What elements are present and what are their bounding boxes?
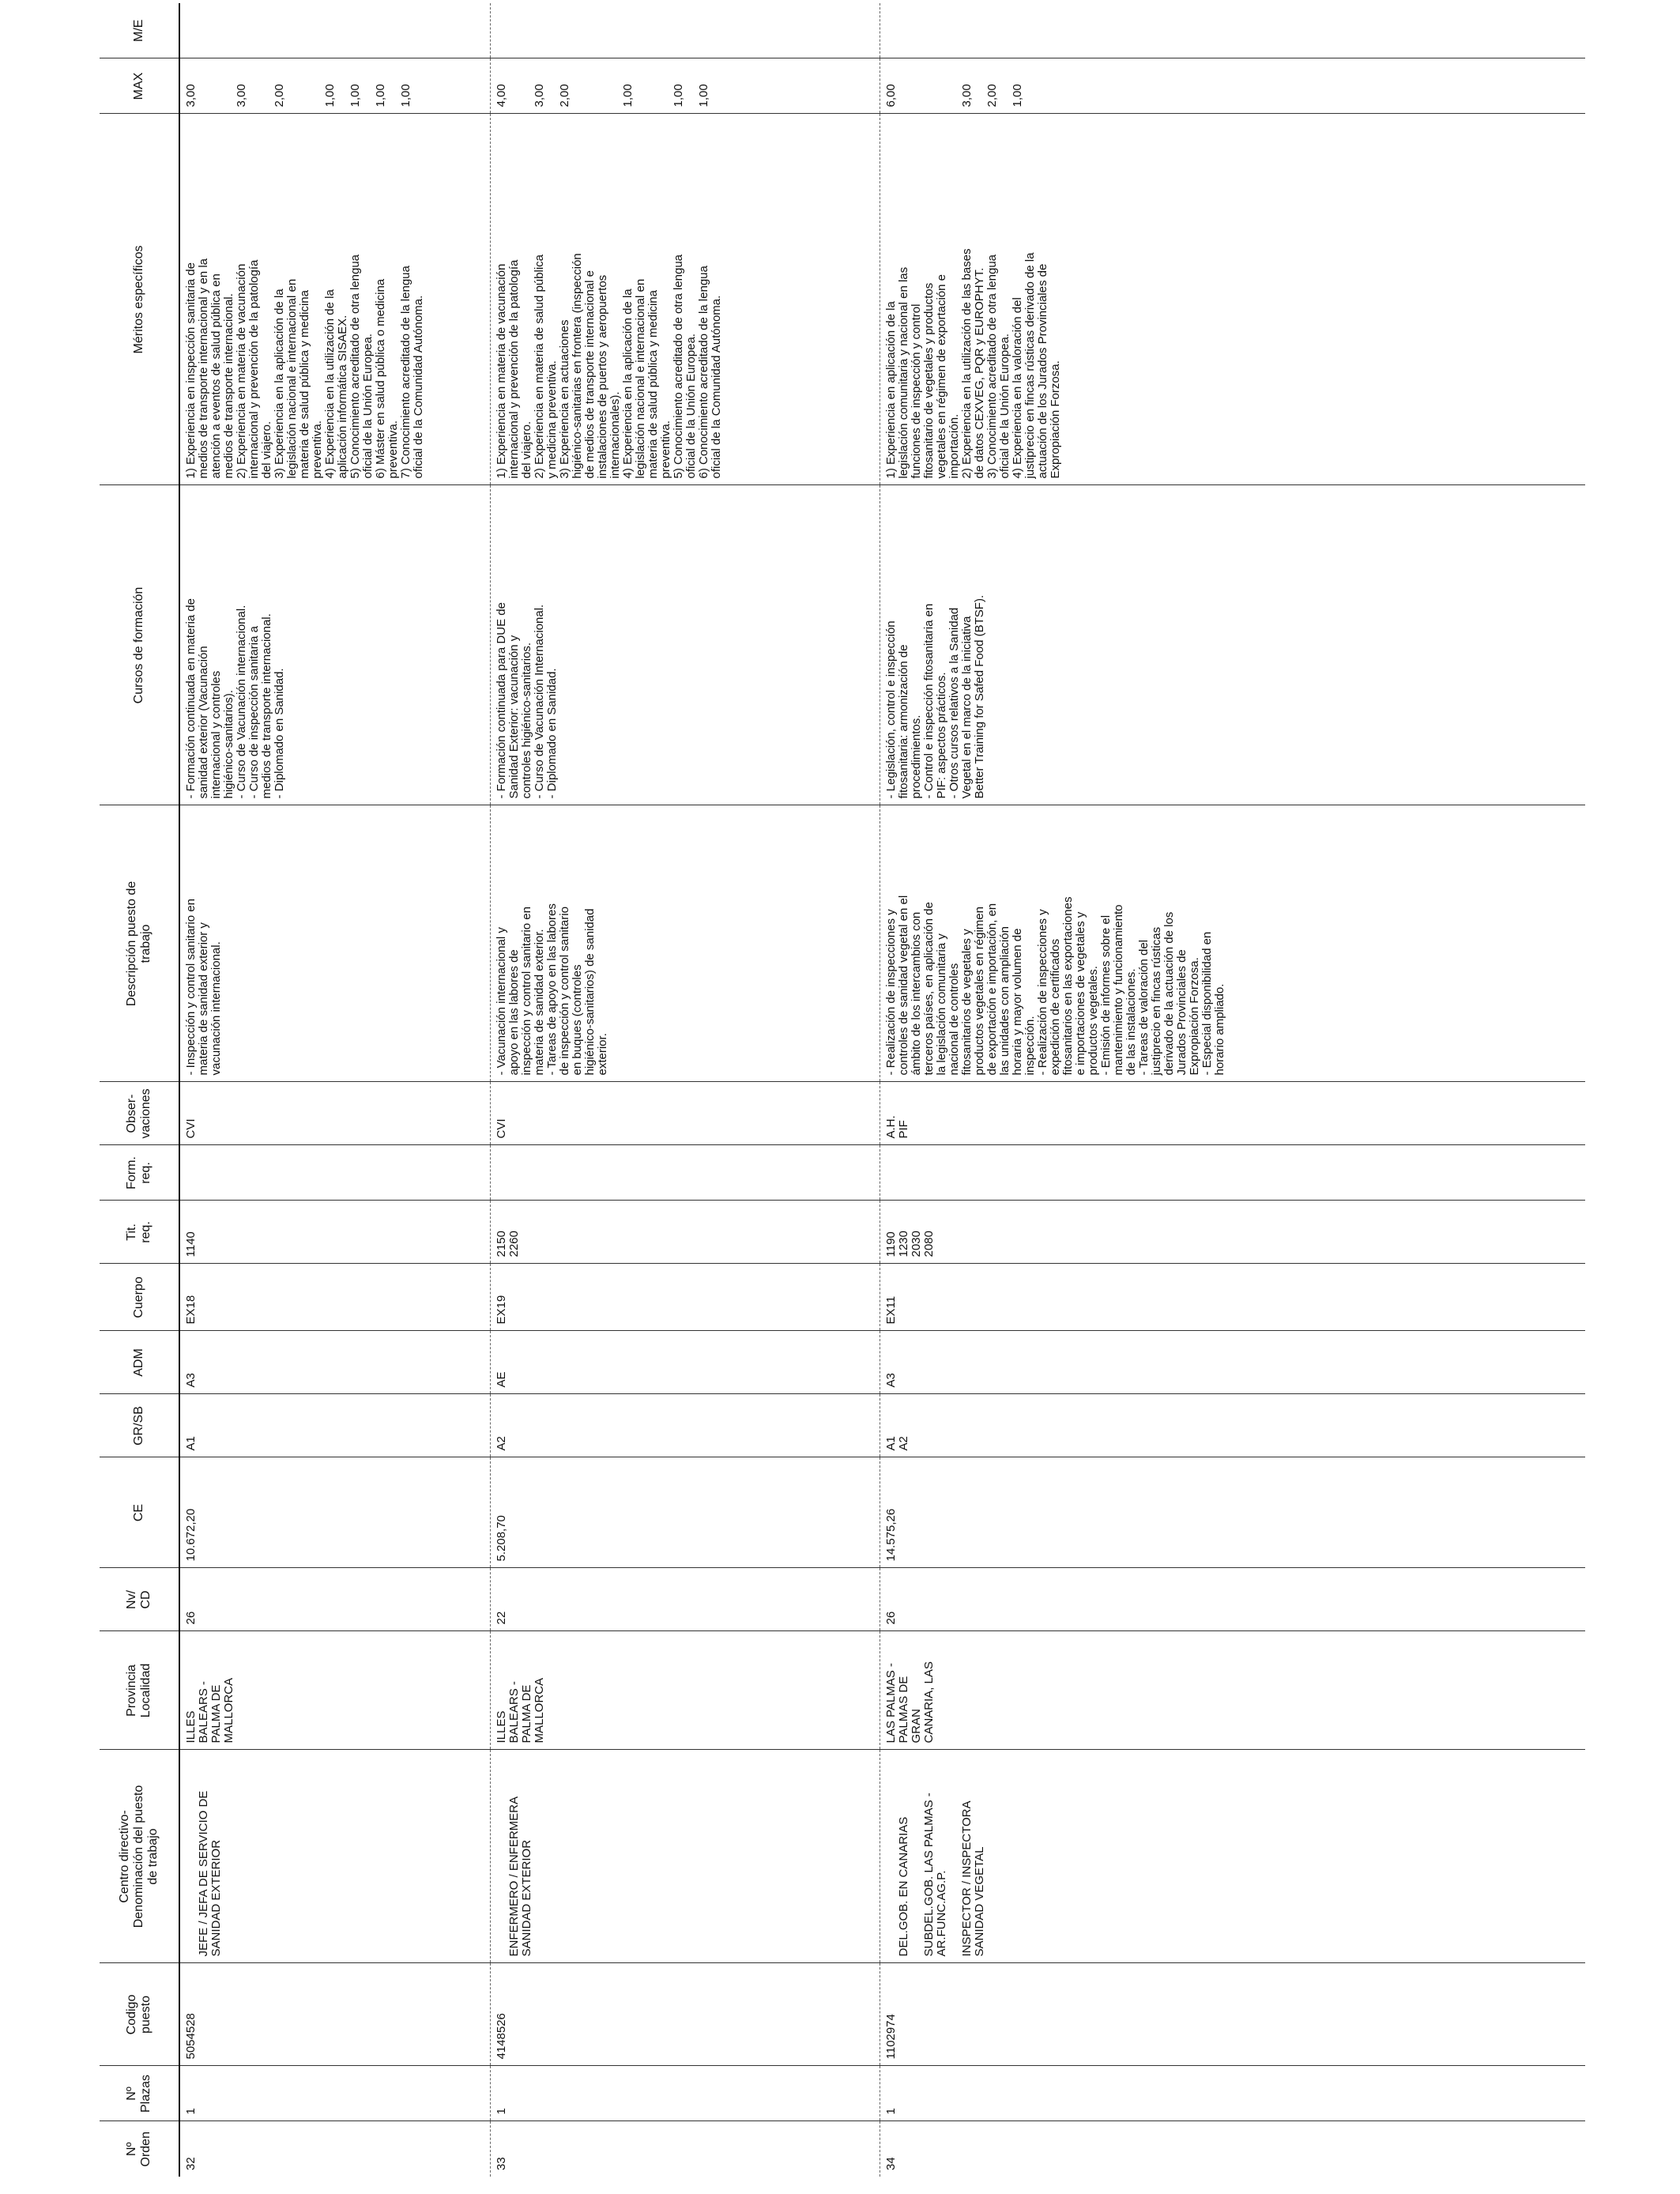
header-plazas-label: Nº Plazas: [125, 2074, 153, 2113]
cell-adm: A3: [880, 1331, 1586, 1394]
merito-item: 4) Experiencia en la valoración del justiprecio en fincas rústicas derivado de la actuación de los Jurados Provinciales de Expropiación Forzosa.: [1011, 252, 1062, 479]
header-tit-label: Tit. req.: [125, 1221, 153, 1243]
cell-orden: 34: [880, 2121, 1586, 2177]
centro-name: INSPECTOR / INSPECTORA SANIDAD VEGETAL: [960, 1800, 986, 1957]
header-codigo-label: Codigo puesto: [125, 1994, 153, 2035]
cell-ce: 5.208,70: [491, 1457, 880, 1568]
header-descripcion-label: Descripción puesto de trabajo: [125, 880, 153, 1007]
cell-form: [491, 1145, 880, 1201]
header-cuerpo: [100, 1264, 179, 1331]
cell-cuerpo: EX18: [179, 1264, 491, 1331]
table-header: [100, 3, 179, 2177]
cell-cursos: - Formación continuada en materia de sanidad exterior (Vacunación internacional y controles higiénico-sanitarios). - Curso de Vacunación internacional. - Curso de inspección sanitaria a medios de transporte internacional. - Diplomado en Sanidad.: [179, 485, 491, 805]
merito-item: 2) Experiencia en materia de vacunación internacional y prevención de la patología del viajero.: [235, 259, 273, 479]
merito-item: 1) Experiencia en inspección sanitaria de medios de transporte internacional y en la atención a eventos de salud pública en medios de transporte internacional.: [184, 258, 235, 479]
cell-centro: [880, 1750, 1586, 1963]
positions-table: [100, 3, 1585, 2177]
merito-item: 4) Experiencia en la utilización de la aplicación informática SISAEX.: [323, 289, 349, 479]
header-plazas: [100, 2066, 179, 2121]
header-meritos: [100, 114, 179, 485]
header-ce: [100, 1457, 179, 1568]
cell-centro: [179, 1750, 491, 1963]
header-obs: [100, 1082, 179, 1145]
cell-provincia: LAS PALMAS - PALMAS DE GRAN CANARIA, LAS: [880, 1631, 1586, 1750]
cell-ce: 10.672,20: [179, 1457, 491, 1568]
header-form: [100, 1145, 179, 1201]
cell-me: [491, 3, 880, 58]
merito-item: 1) Experiencia en materia de vacunación internacional y prevención de la patología del viajero.: [495, 259, 533, 479]
max-value: 1,00: [1011, 84, 1024, 107]
header-max-label: MAX: [132, 72, 145, 100]
cell-descripcion: - Realización de inspecciones y controles de sanidad vegetal en el ámbito de los intercambios con terceros países, en aplicación de la legislación comunitaria y nacional de controles fitosanitarios de vegetales y productos vegetales en régimen de exportación e importación, en las unidades con ampliación horaria y mayor volumen de inspección. - Realización de inspecciones y expedición de certificados fitosanitarios en las exportaciones e importaciones de vegetales y productos vegetales. - Emisión de informes sobre el mantenimiento y funcionamiento de las instalaciones. - Tareas de valoración del justiprecio en fincas rústicas derivado de la actuación de los Jurados Provinciales de Expropiación Forzosa. - Especial disponibilidad en horario ampliado.: [880, 805, 1586, 1082]
cell-plazas: 1: [880, 2066, 1586, 2121]
cell-form: [880, 1145, 1586, 1201]
cell-codigo: 4148526: [491, 1963, 880, 2066]
merito-item: 3) Experiencia en la aplicación de la legislación nacional e internacional en materia de salud pública y medicina preventiva.: [273, 278, 324, 479]
cell-plazas: 1: [491, 2066, 880, 2121]
cell-nivel: 26: [179, 1568, 491, 1631]
merito-item: 1) Experiencia en aplicación de la legislación comunitaria y nacional en las funciones de inspección y control fitosanitario de vegetales y productos vegetales en régimen de exportación e importación.: [884, 266, 961, 479]
cell-cursos: - Formación continuada para DUE de Sanidad Exterior: vacunación y controles higiénico-sanitarios. - Curso de Vacunación Internacional. - Diplomado en Sanidad.: [491, 485, 880, 805]
cell-adm: A3: [179, 1331, 491, 1394]
max-value: 3,00: [533, 84, 546, 107]
cell-cursos: - Legislación, control e inspección fitosanitaria: armonización de procedimientos. - Control e inspección fitosanitaria en PIF: aspectos prácticos. - Otros cursos relativos a la Sanidad Vegetal en el marco de la iniciativa Better Training for Safed Food (BTSF).: [880, 485, 1586, 805]
max-value: 2,00: [273, 84, 286, 107]
cell-orden: 32: [179, 2121, 491, 2177]
merito-item: 2) Experiencia en la utilización de las bases de datos CEXVEG, PQR y EUROPHYT.: [960, 248, 986, 479]
max-value: 3,00: [184, 84, 198, 107]
cell-tit: 1140: [179, 1201, 491, 1264]
table-row: [179, 3, 491, 2177]
header-cursos: [100, 485, 179, 805]
cell-ce: 14.575,26: [880, 1457, 1586, 1568]
cell-nivel: 22: [491, 1568, 880, 1631]
cell-descripcion: - Inspección y control sanitario en materia de sanidad exterior y vacunación internacional.: [179, 805, 491, 1082]
max-value: 3,00: [235, 84, 248, 107]
header-adm-label: ADM: [132, 1348, 145, 1377]
header-grupo-label: GR/SB: [132, 1406, 145, 1446]
cell-cuerpo: EX11: [880, 1264, 1586, 1331]
merito-item: 6) Conocimiento acreditado de la lengua oficial de la Comunidad Autónoma.: [697, 266, 723, 479]
table-row: [880, 3, 1586, 2177]
header-me-label: M/E: [132, 19, 145, 42]
max-value: 1,00: [697, 84, 710, 107]
header-max: [100, 58, 179, 114]
cell-orden: 33: [491, 2121, 880, 2177]
cell-obs: CVI: [491, 1082, 880, 1145]
header-provincia: [100, 1631, 179, 1750]
cell-grupo: A1 A2: [880, 1394, 1586, 1457]
max-value: 1,00: [399, 84, 412, 107]
cell-grupo: A1: [179, 1394, 491, 1457]
rotated-page: [100, 19, 1585, 2177]
max-value: 4,00: [495, 84, 508, 107]
cell-obs: A.H. PIF: [880, 1082, 1586, 1145]
cell-me: [179, 3, 491, 58]
merito-item: 6) Máster en salud pública o medicina preventiva.: [374, 278, 400, 479]
cell-plazas: 1: [179, 2066, 491, 2121]
max-value: 1,00: [672, 84, 685, 107]
header-codigo: [100, 1963, 179, 2066]
max-value: 2,00: [985, 84, 999, 107]
cell-provincia: ILLES BALEARS - PALMA DE MALLORCA: [491, 1631, 880, 1750]
cell-max: [179, 58, 491, 114]
table-body: [179, 3, 1585, 2177]
merito-item: 4) Experiencia en la aplicación de la legislación nacional e internacional en materia de salud pública y medicina preventiva.: [621, 278, 672, 479]
cell-meritos: [179, 114, 491, 485]
merito-item: 2) Experiencia en materia de salud pública y medicina preventiva.: [533, 254, 559, 479]
merito-item: 3) Experiencia en actuaciones higiénico-sanitarias en frontera (inspección de medios de transporte internacional e instalaciones de puertos y aeropuertos internacionales).: [558, 253, 622, 479]
merito-item: 7) Conocimiento acreditado de la lengua oficial de la Comunidad Autónoma.: [399, 266, 425, 479]
header-nivel: [100, 1568, 179, 1631]
cell-me: [880, 3, 1586, 58]
cell-provincia: ILLES BALEARS - PALMA DE MALLORCA: [179, 1631, 491, 1750]
max-value: 2,00: [558, 84, 571, 107]
cell-meritos: [880, 114, 1586, 485]
header-nivel-label: Nv/ CD: [125, 1590, 153, 1609]
cell-tit: 1190 1230 2030 2080: [880, 1201, 1586, 1264]
max-value: 3,00: [960, 84, 974, 107]
max-value: 1,00: [621, 84, 635, 107]
header-descripcion: [100, 805, 179, 1082]
centro-name: JEFE / JEFA DE SERVICIO DE SANIDAD EXTERIOR: [197, 1790, 223, 1957]
header-form-label: Form. req.: [125, 1156, 153, 1189]
header-cursos-label: Cursos de formación: [132, 586, 145, 704]
max-value: 6,00: [884, 84, 898, 107]
header-centro: [100, 1750, 179, 1963]
cell-max: [880, 58, 1586, 114]
cell-grupo: A2: [491, 1394, 880, 1457]
cell-tit: 2150 2260: [491, 1201, 880, 1264]
cell-adm: AE: [491, 1331, 880, 1394]
header-obs-label: Obser- vaciones: [125, 1088, 153, 1139]
cell-obs: CVI: [179, 1082, 491, 1145]
max-value: 1,00: [348, 84, 362, 107]
cell-codigo: 1102974: [880, 1963, 1586, 2066]
table-row: [491, 3, 880, 2177]
max-value: 1,00: [323, 84, 337, 107]
merito-item: 5) Conocimiento acreditado de otra lengua oficial de la Unión Europea.: [672, 254, 698, 479]
header-tit: [100, 1201, 179, 1264]
header-orden-label: Nº Orden: [125, 2132, 153, 2167]
header-centro-label: Centro directivo- Denominación del puesto de trabajo: [118, 1785, 160, 1928]
cell-cuerpo: EX19: [491, 1264, 880, 1331]
header-me: [100, 3, 179, 58]
cell-descripcion: - Vacunación internacional y apoyo en las labores de inspección y control sanitario en materia de sanidad exterior. - Tareas de apoyo en las labores de inspección y control sanitario en buques (controles higiénico-sanitarios) de sanidad exterior.: [491, 805, 880, 1082]
cell-meritos: [491, 114, 880, 485]
merito-item: 5) Conocimiento acreditado de otra lengua oficial de la Unión Europea.: [348, 254, 375, 479]
header-provincia-label: Provincia Localidad: [125, 1663, 153, 1718]
header-adm: [100, 1331, 179, 1394]
centro-parent: DEL.GOB. EN CANARIAS SUBDEL.GOB. LAS PALMAS - AR.FUNC.AG.P.: [897, 1793, 948, 1957]
header-orden: [100, 2121, 179, 2177]
header-grupo: [100, 1394, 179, 1457]
cell-centro: [491, 1750, 880, 1963]
cell-form: [179, 1145, 491, 1201]
header-meritos-label: Méritos específicos: [132, 245, 145, 354]
merito-item: 3) Conocimiento acreditado de otra lengua oficial de la Unión Europea.: [985, 254, 1011, 479]
cell-codigo: 5054528: [179, 1963, 491, 2066]
header-ce-label: CE: [132, 1503, 145, 1522]
max-value: 1,00: [374, 84, 387, 107]
header-cuerpo-label: Cuerpo: [132, 1276, 145, 1318]
centro-name: ENFERMERO / ENFERMERA SANIDAD EXTERIOR: [507, 1796, 533, 1957]
cell-nivel: 26: [880, 1568, 1586, 1631]
cell-max: [491, 58, 880, 114]
